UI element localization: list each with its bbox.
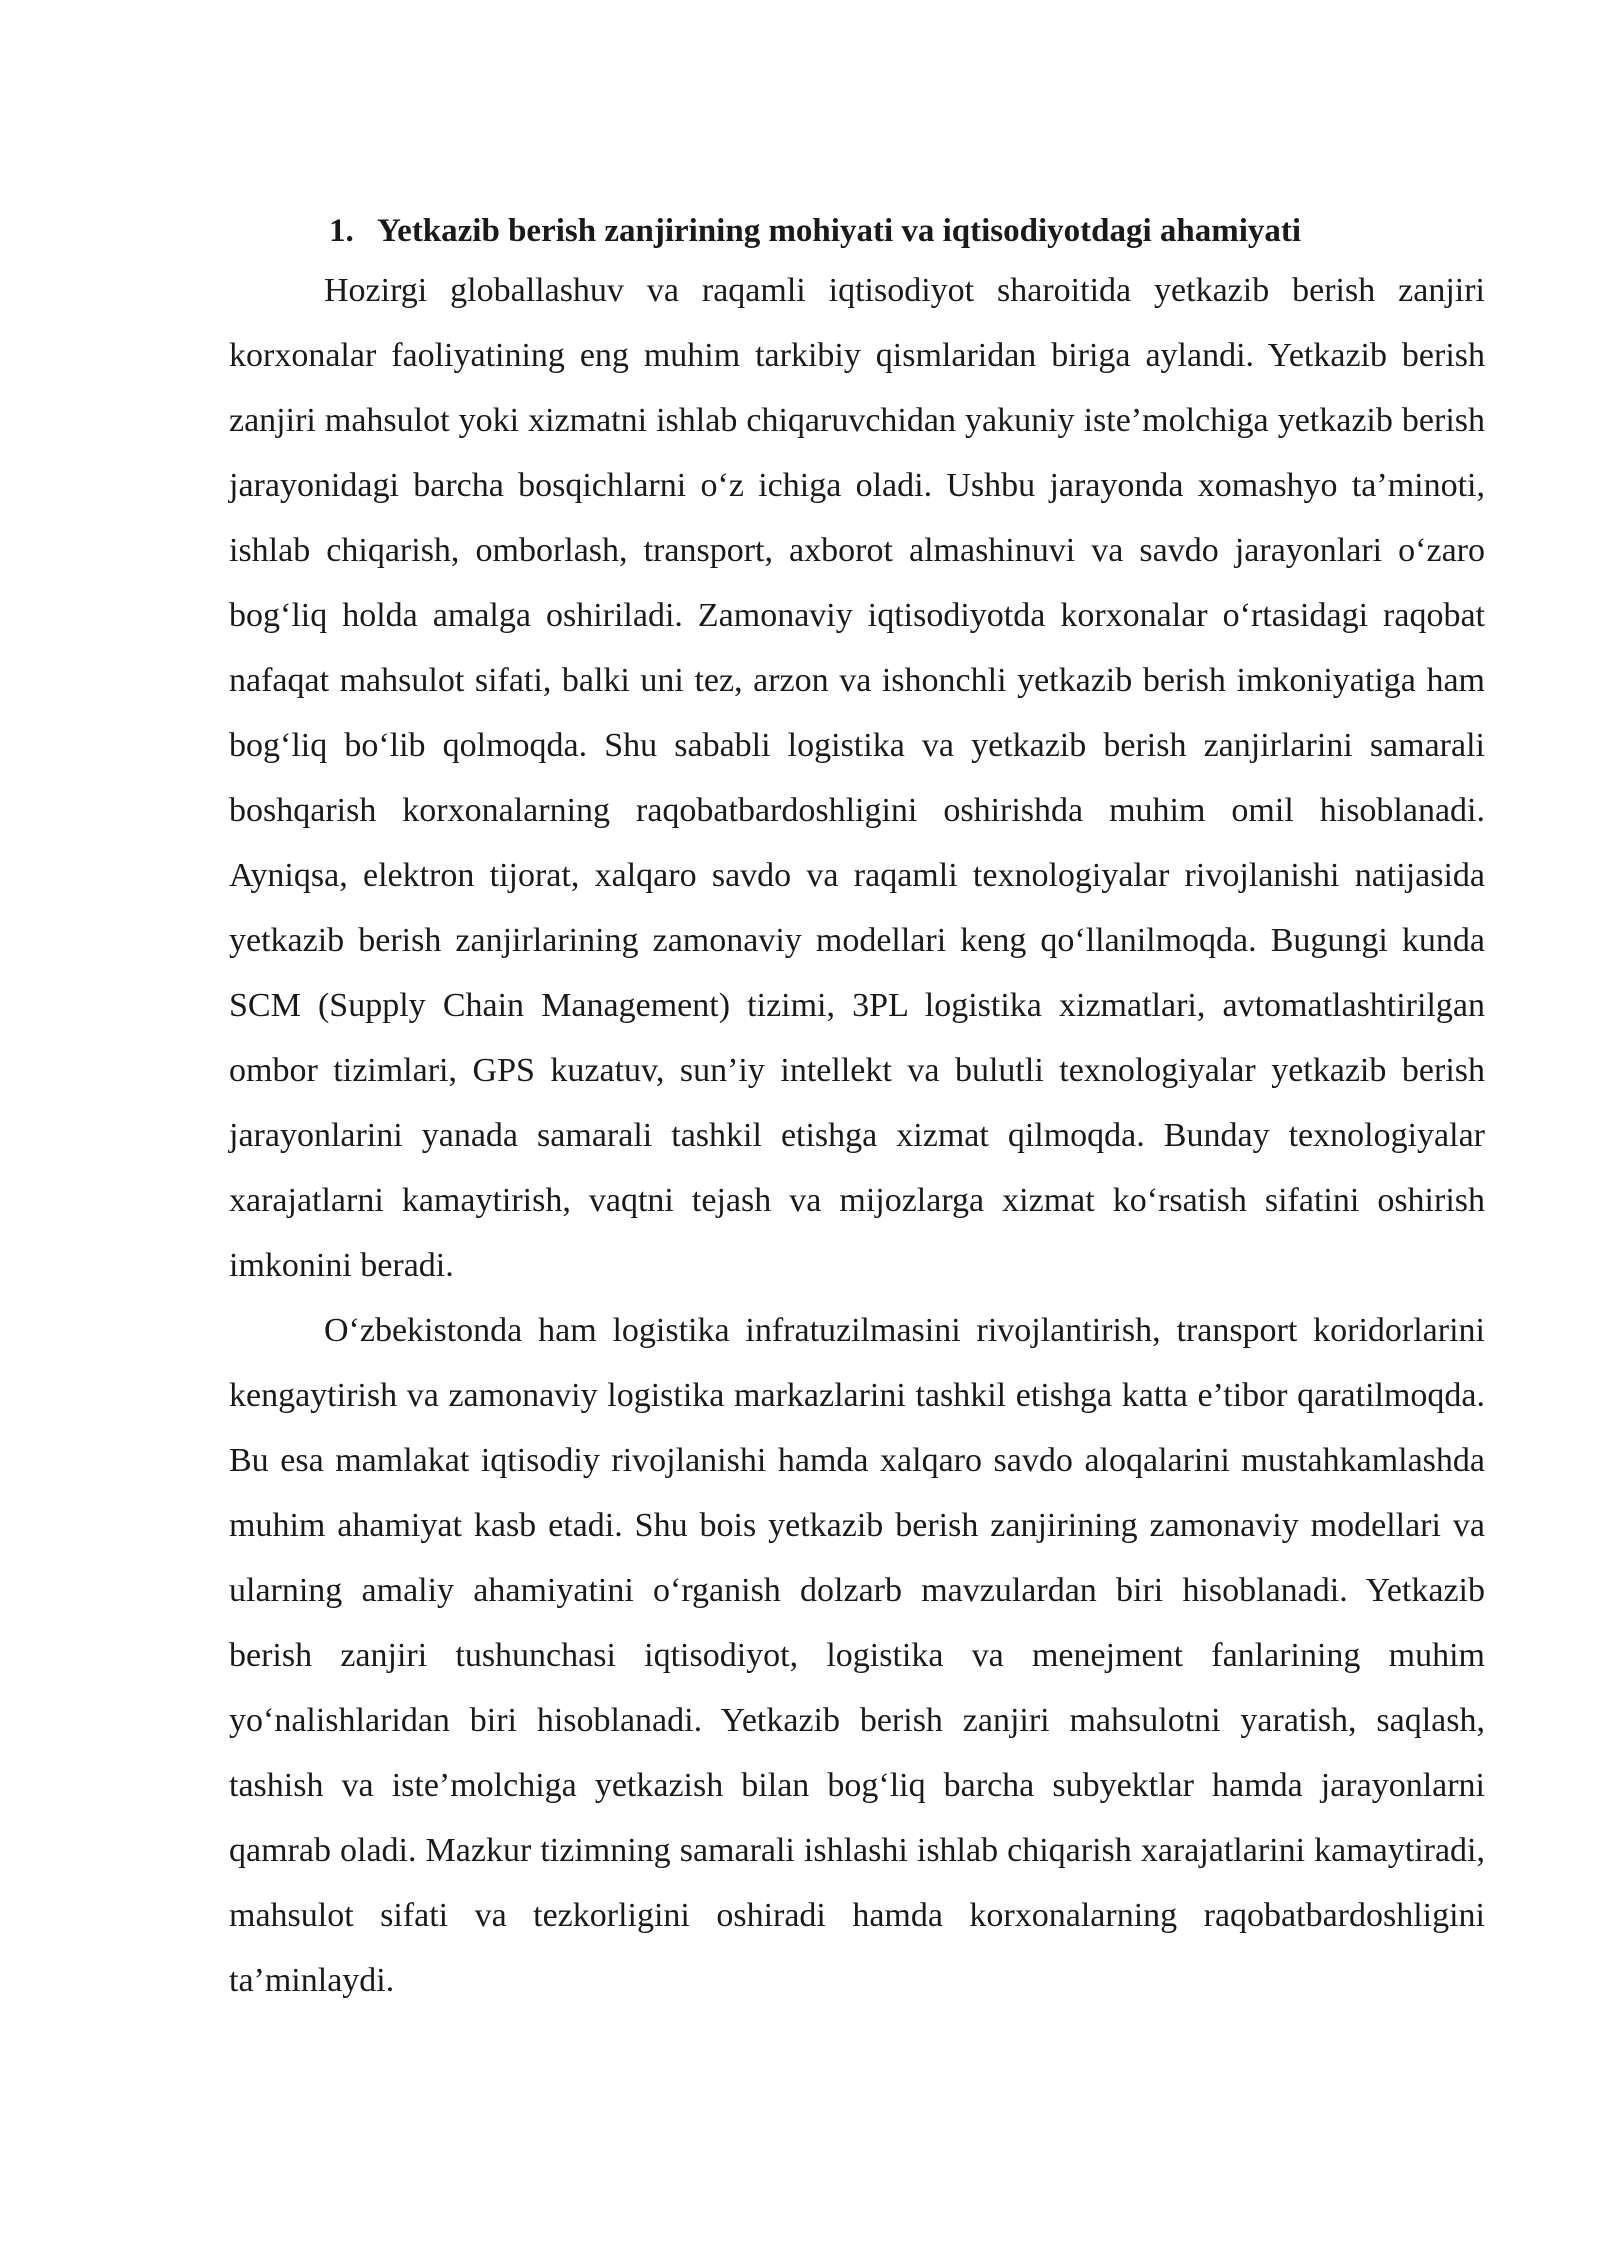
document-body: [229, 205, 1485, 2013]
section-heading: [229, 205, 1485, 257]
section-number: 1.: [329, 213, 354, 249]
paragraph-2: O‘zbekistonda ham logistika infratuzilmasini rivojlantirish, transport koridorlarini kengaytirish va zamonaviy logistika markazlarini tashkil etishga katta e’tibor qaratilmoqda. Bu esa mamlakat iqtisodiy rivojlanishi hamda xalqaro savdo aloqalarini mustahkamlashda muhim ahamiyat kasb etadi. Shu bois yetkazib berish zanjirining zamonaviy modellari va ularning amaliy ahamiyatini o‘rganish dolzarb mavzulardan biri hisoblanadi. Yetkazib berish zanjiri tushunchasi iqtisodiyot, logistika va menejment fanlarining muhim yo‘nalishlaridan biri hisoblanadi. Yetkazib berish zanjiri mahsulotni yaratish, saqlash, tashish va iste’molchiga yetkazish bilan bog‘liq barcha subyektlar hamda jarayonlarni qamrab oladi. Mazkur tizimning samarali ishlashi ishlab chiqarish xarajatlarini kamaytiradi, mahsulot sifati va tezkorligini oshiradi hamda korxonalarning raqobatbardoshligini ta’minlaydi.: [229, 1312, 1485, 1999]
paragraph-1: Hozirgi globallashuv va raqamli iqtisodiyot sharoitida yetkazib berish zanjiri korxonalar faoliyatining eng muhim tarkibiy qismlaridan biriga aylandi. Yetkazib berish zanjiri mahsulot yoki xizmatni ishlab chiqaruvchidan yakuniy iste’molchiga yetkazib berish jarayonidagi barcha bosqichlarni o‘z ichiga oladi. Ushbu jarayonda xomashyo ta’minoti, ishlab chiqarish, omborlash, transport, axborot almashinuvi va savdo jarayonlari o‘zaro bog‘liq holda amalga oshiriladi. Zamonaviy iqtisodiyotda korxonalar o‘rtasidagi raqobat nafaqat mahsulot sifati, balki uni tez, arzon va ishonchli yetkazib berish imkoniyatiga ham bog‘liq bo‘lib qolmoqda. Shu sababli logistika va yetkazib berish zanjirlarini samarali boshqarish korxonalarning raqobatbardoshligini oshirishda muhim omil hisoblanadi. Ayniqsa, elektron tijorat, xalqaro savdo va raqamli texnologiyalar rivojlanishi natijasida yetkazib berish zanjirlarining zamonaviy modellari keng qo‘llanilmoqda. Bugungi kunda SCM (Supply Chain Management) tizimi, 3PL logistika xizmatlari, avtomatlashtirilgan ombor tizimlari, GPS kuzatuv, sun’iy intellekt va bulutli texnologiyalar yetkazib berish jarayonlarini yanada samarali tashkil etishga xizmat qilmoqda. Bunday texnologiyalar xarajatlarni kamaytirish, vaqtni tejash va mijozlarga xizmat ko‘rsatish sifatini oshirish imkonini beradi.: [229, 272, 1485, 1284]
section-title: Yetkazib berish zanjirining mohiyati va iqtisodiyotdagi ahamiyati: [377, 213, 1302, 249]
